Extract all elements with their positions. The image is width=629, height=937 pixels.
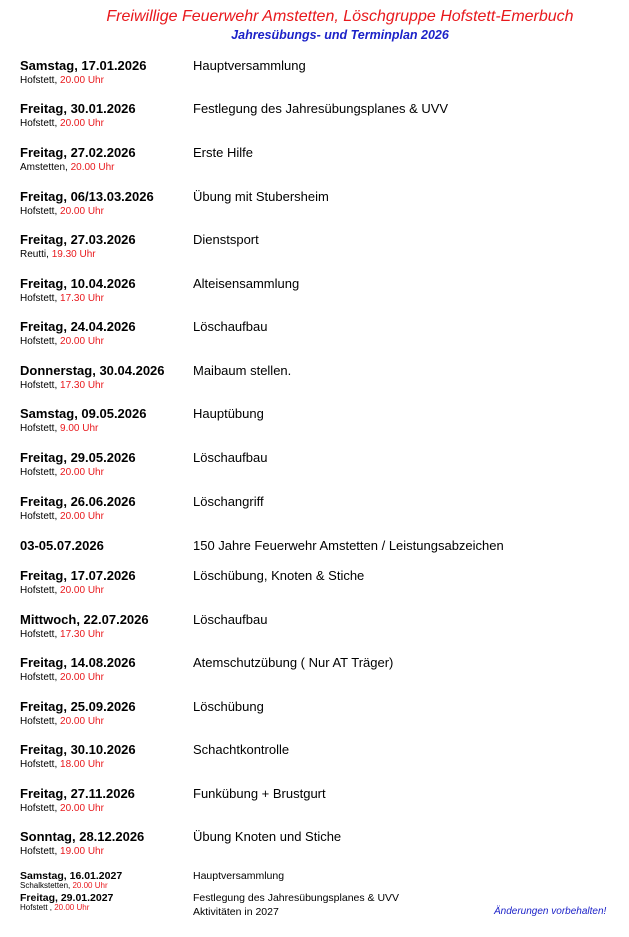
event-time: 20.00 Uhr <box>72 881 108 890</box>
event-time: 20.00 Uhr <box>60 585 104 596</box>
event-date: Sonntag, 28.12.2026 <box>20 829 145 844</box>
event-time: 20.00 Uhr <box>60 467 104 478</box>
event-title: Übung Knoten und Stiche <box>193 829 342 844</box>
event-title: Hauptversammlung <box>193 870 285 882</box>
event-location: Hofstett, <box>20 118 61 129</box>
event-date: Freitag, 26.06.2026 <box>20 494 136 509</box>
event-title: Hauptübung <box>193 406 264 421</box>
event-time: 20.00 Uhr <box>60 511 104 522</box>
event-title: Dienstsport <box>193 232 259 247</box>
event-location: Hofstett, <box>20 716 61 727</box>
event-location-time <box>20 803 104 814</box>
event-location: Amstetten, <box>20 162 71 173</box>
event-date: Mittwoch, 22.07.2026 <box>20 612 149 627</box>
event-time: 20.00 Uhr <box>60 336 104 347</box>
footer-activities-label: Aktivitäten in 2027 <box>193 906 279 918</box>
event-location-time <box>20 629 104 640</box>
event-title: Erste Hilfe <box>193 145 253 160</box>
event-date: Freitag, 29.01.2027 <box>20 892 114 904</box>
event-time: 20.00 Uhr <box>60 672 104 683</box>
event-time: 17.30 Uhr <box>60 380 104 391</box>
event-title: Hauptversammlung <box>193 58 306 73</box>
event-time: 20.00 Uhr <box>60 75 104 86</box>
event-date: Freitag, 24.04.2026 <box>20 319 136 334</box>
event-time: 20.00 Uhr <box>70 162 115 173</box>
event-title: Löschübung <box>193 699 264 714</box>
event-location: Hofstett, <box>20 206 61 217</box>
event-location: Hofstett, <box>20 336 61 347</box>
event-time: 9.00 Uhr <box>60 423 99 434</box>
event-location: Hofstett, <box>20 75 61 86</box>
event-location: Hofstett, <box>20 672 61 683</box>
event-date: Freitag, 10.04.2026 <box>20 276 136 291</box>
event-time: 19.30 Uhr <box>51 249 96 260</box>
event-location: Hofstett, <box>20 293 61 304</box>
event-date: Freitag, 25.09.2026 <box>20 699 136 714</box>
event-title: Festlegung des Jahresübungsplanes & UVV <box>193 892 400 904</box>
event-time: 20.00 Uhr <box>60 716 104 727</box>
event-title: Schachtkontrolle <box>193 742 290 757</box>
event-location-time <box>20 118 104 129</box>
event-title: Löschaufbau <box>193 612 268 627</box>
event-location-time <box>20 249 96 260</box>
event-location: Hofstett, <box>20 585 61 596</box>
event-date: Freitag, 14.08.2026 <box>20 655 136 670</box>
event-location: Reutti, <box>20 249 52 260</box>
event-title: Löschübung, Knoten & Stiche <box>193 568 365 583</box>
event-location-time <box>20 511 104 522</box>
event-date: Freitag, 27.02.2026 <box>20 145 136 160</box>
event-time: 17.30 Uhr <box>60 293 104 304</box>
event-location: Schalkstetten, <box>20 881 73 890</box>
event-date: Freitag, 17.07.2026 <box>20 568 136 583</box>
event-location-time <box>20 467 104 478</box>
event-date: Donnerstag, 30.04.2026 <box>20 363 165 378</box>
event-title: Atemschutzübung ( Nur AT Träger) <box>193 655 394 670</box>
event-time: 20.00 Uhr <box>60 803 104 814</box>
event-date: Freitag, 27.03.2026 <box>20 232 136 247</box>
event-date: Samstag, 16.01.2027 <box>20 870 123 882</box>
event-date: 03-05.07.2026 <box>20 538 104 553</box>
event-location-time <box>20 75 104 86</box>
event-time: 19.00 Uhr <box>60 846 104 857</box>
event-location: Hofstett, <box>20 803 61 814</box>
document-title: Freiwillige Feuerwehr Amstetten, Löschgruppe Hofstett-Emerbuch <box>106 8 574 25</box>
event-location-time <box>20 881 108 890</box>
event-time: 18.00 Uhr <box>60 759 104 770</box>
event-title: Übung mit Stubersheim <box>193 189 329 204</box>
event-location: Hofstett, <box>20 380 61 391</box>
event-time: 17.30 Uhr <box>60 629 104 640</box>
event-location: Hofstett, <box>20 423 61 434</box>
event-time: 20.00 Uhr <box>60 206 104 217</box>
event-location-time <box>20 585 104 596</box>
event-date: Freitag, 29.05.2026 <box>20 450 136 465</box>
event-location-time <box>20 672 104 683</box>
event-location: Hofstett, <box>20 511 61 522</box>
event-location-time <box>20 423 98 434</box>
event-location-time <box>20 206 104 217</box>
event-title: 150 Jahre Feuerwehr Amstetten / Leistungsabzeichen <box>193 538 504 553</box>
event-date: Samstag, 09.05.2026 <box>20 406 147 421</box>
event-location: Hofstett, <box>20 467 61 478</box>
event-date: Freitag, 30.10.2026 <box>20 742 136 757</box>
event-date: Freitag, 06/13.03.2026 <box>20 189 154 204</box>
event-location-time <box>20 162 115 173</box>
event-title: Funkübung + Brustgurt <box>193 786 326 801</box>
event-date: Freitag, 27.11.2026 <box>20 786 135 801</box>
event-date: Samstag, 17.01.2026 <box>20 58 147 73</box>
event-location: Hofstett, <box>20 759 61 770</box>
event-title: Alteisensammlung <box>193 276 300 291</box>
event-location-time <box>20 759 104 770</box>
event-title: Löschaufbau <box>193 450 268 465</box>
changes-reserved-note: Änderungen vorbehalten! <box>494 906 607 917</box>
event-title: Löschaufbau <box>193 319 268 334</box>
event-time: 20.00 Uhr <box>54 903 90 912</box>
event-location: Hofstett , <box>20 903 55 912</box>
event-title: Löschangriff <box>193 494 264 509</box>
event-title: Maibaum stellen. <box>193 363 292 378</box>
event-location-time <box>20 903 89 912</box>
event-location: Hofstett, <box>20 629 61 640</box>
event-location-time <box>20 293 104 304</box>
event-location: Hofstett, <box>20 846 61 857</box>
event-date: Freitag, 30.01.2026 <box>20 101 136 116</box>
event-location-time <box>20 716 104 727</box>
event-title: Festlegung des Jahresübungsplanes & UVV <box>193 101 449 116</box>
event-location-time <box>20 380 104 391</box>
event-location-time <box>20 846 104 857</box>
event-location-time <box>20 336 104 347</box>
event-time: 20.00 Uhr <box>60 118 104 129</box>
document-subtitle: Jahresübungs- und Terminplan 2026 <box>231 28 449 42</box>
